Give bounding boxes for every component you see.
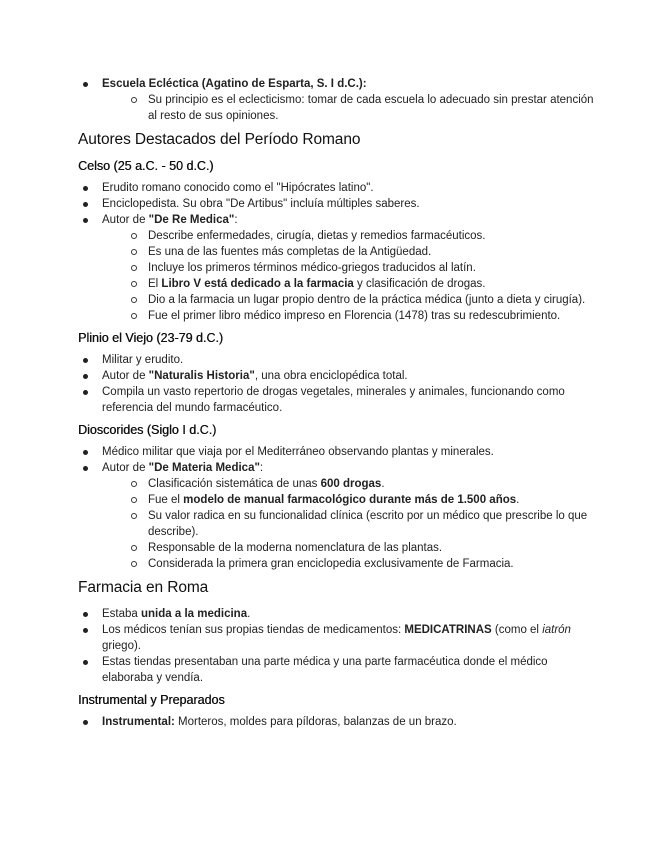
text: , una obra enciclopédica total. (254, 370, 408, 382)
list-item: Su valor radica en su funcionalidad clínica (escrito por un médico que prescribe lo que describe). (102, 508, 595, 540)
italic-text: iatrón (542, 624, 571, 636)
text: y clasificación de drogas. (353, 278, 486, 290)
section-heading-romano: Autores Destacados del Período Romano (78, 131, 361, 148)
list-item (102, 276, 595, 292)
text: Clasificación sistemática de unas (148, 478, 321, 490)
heading-plinio: Plinio el Viejo (23-79 d.C.) (78, 331, 223, 345)
celso-list (78, 180, 595, 324)
text: . (247, 608, 251, 620)
text: . (381, 478, 385, 490)
list-item (78, 212, 595, 324)
bold-text: Instrumental: (102, 716, 175, 728)
heading-dioscorides: Dioscorides (Siglo I d.C.) (78, 423, 217, 437)
instrumental-list (78, 714, 595, 730)
text: Autor de (102, 462, 149, 474)
list-item: Militar y erudito. (78, 352, 595, 368)
list-item (102, 476, 595, 492)
section-heading-farmacia: Farmacia en Roma (78, 579, 209, 596)
text: . (516, 494, 520, 506)
text: : (259, 462, 264, 474)
list-item: Compila un vasto repertorio de drogas vegetales, minerales y animales, funcionando como referencia del mundo farmacéutico. (78, 384, 595, 416)
heading-celso: Celso (25 a.C. - 50 d.C.) (78, 159, 214, 173)
list-item: Considerada la primera gran enciclopedia exclusivamente de Farmacia. (102, 556, 595, 572)
text: griego). (102, 640, 141, 652)
text: Estaba (102, 608, 141, 620)
escuela-sublist (102, 92, 595, 124)
celso-sublist (102, 228, 595, 324)
bold-text: "Naturalis Historia" (148, 370, 255, 382)
list-item: Erudito romano conocido como el "Hipócrates latino". (78, 180, 595, 196)
list-item: Responsable de la moderna nomenclatura de las plantas. (102, 540, 595, 556)
list-item: Incluye los primeros términos médico-griegos traducidos al latín. (102, 260, 595, 276)
text: Los médicos tenían sus propias tiendas de medicamentos: (102, 624, 405, 636)
list-item (78, 606, 595, 622)
list-item: Enciclopedista. Su obra "De Artibus" incluía múltiples saberes. (78, 196, 595, 212)
escuela-title: Escuela Ecléctica (Agatino de Esparta, S. I d.C.): (102, 78, 367, 90)
text: El (148, 278, 162, 290)
text: (como el (491, 624, 543, 636)
bold-text: "De Re Medica" (148, 214, 235, 226)
farmacia-list (78, 606, 595, 686)
list-item (78, 76, 595, 124)
list-item: Estas tiendas presentaban una parte médica y una parte farmacéutica donde el médico elaboraba y vendía. (78, 654, 595, 686)
dioscorides-sublist (102, 476, 595, 572)
text: : (234, 214, 238, 226)
bold-text: "De Materia Medica" (148, 462, 260, 474)
escuela-list (78, 76, 595, 124)
text: Autor de (102, 370, 149, 382)
list-item (102, 492, 595, 508)
list-item (78, 714, 595, 730)
heading-instrumental: Instrumental y Preparados (78, 693, 225, 707)
bold-text: unida a la medicina (141, 608, 248, 620)
list-item: Fue el primer libro médico impreso en Florencia (1478) tras su redescubrimiento. (102, 308, 595, 324)
text: Fue el (148, 494, 184, 506)
text: Autor de (102, 214, 149, 226)
bold-text: 600 drogas (320, 478, 382, 490)
plinio-list (78, 352, 595, 416)
list-item: Dio a la farmacia un lugar propio dentro de la práctica médica (junto a dieta y cirugía). (102, 292, 595, 308)
bold-text: MEDICATRINAS (404, 624, 492, 636)
list-item: Es una de las fuentes más completas de la Antigüedad. (102, 244, 595, 260)
dioscorides-list (78, 444, 595, 572)
list-item (78, 460, 595, 572)
text: Morteros, moldes para píldoras, balanzas de un brazo. (174, 716, 457, 728)
list-item: Médico militar que viaja por el Mediterráneo observando plantas y minerales. (78, 444, 595, 460)
list-item: Su principio es el eclecticismo: tomar de cada escuela lo adecuado sin prestar atención al resto de sus opiniones. (102, 92, 595, 124)
bold-text: modelo de manual farmacológico durante más de 1.500 años (183, 494, 517, 506)
bold-text: Libro V está dedicado a la farmacia (161, 278, 354, 290)
list-item (78, 368, 595, 384)
list-item: Describe enfermedades, cirugía, dietas y remedios farmacéuticos. (102, 228, 595, 244)
list-item (78, 622, 595, 654)
